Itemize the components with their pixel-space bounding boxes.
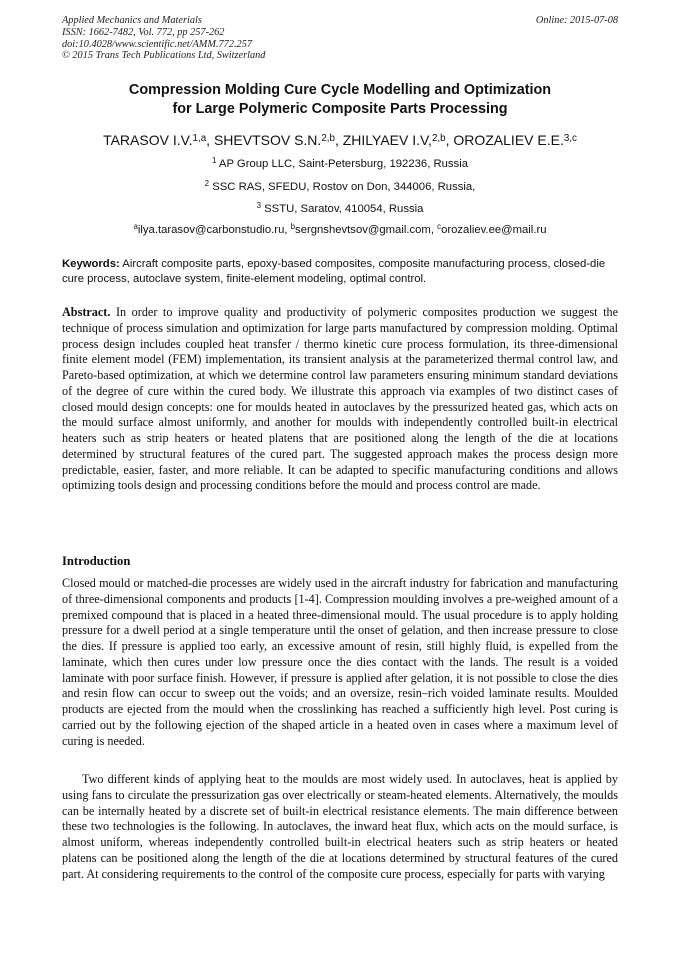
doi-line[interactable]: doi:10.4028/www.scientific.net/AMM.772.257: [62, 38, 252, 50]
title-line-1: Compression Molding Cure Cycle Modelling and Optimization: [128, 82, 552, 98]
title-line-2: for Large Polymeric Composite Parts Processing: [172, 101, 508, 117]
abstract-text: In order to improve quality and productivity of polymeric composites production we suggest the technique of process simulation and optimization for large parts manufactured by compression molding. Optimal process design includes coupled heat transfer / thermo kinetic cure process formulation, its three-dimensional finite element model (FEM) implementation, its transient analysis at the parameterized thermal control law, and Pareto-based optimization, at which we determine control law parameters ensuring minimum standard deviations of the degree of cure within the cured body. We illustrate this approach via examples of two distinct cases of closed mould design concepts: one for moulds heated in autoclaves by the pressurized heated gas, which acts on the mould surface almost uniformly, and another for moulds with independently controlled built-in electrical heaters such as strip heaters or heated platens that are positioned along the length of the die at locations determined by structural features of the cured part. The suggested approach makes the process design more predictable, easier, faster, and more reliable. It can be adapted to specific manufacturing conditions and allows optimizing tools design and processing conditions before the mould and process control are made.: [62, 305, 618, 493]
author-separator: ,: [206, 132, 214, 148]
author-name: ZHILYAEV I.V,: [342, 132, 432, 148]
email-list: [62, 223, 618, 237]
issn-line: ISSN: 1662-7482, Vol. 772, pp 257-262: [62, 26, 225, 38]
author-affiliation-mark: 2,b: [321, 132, 335, 144]
email-mark: a: [133, 222, 138, 232]
copyright-line: © 2015 Trans Tech Publications Ltd, Switzerland: [62, 50, 266, 62]
affiliation-mark: 1: [211, 156, 217, 166]
affiliation-3: [62, 202, 618, 216]
abstract-block: [62, 305, 618, 494]
email-link[interactable]: orozaliev.ee@mail.ru: [441, 224, 547, 236]
paper-title: [62, 81, 618, 119]
email-link[interactable]: sergnshevtsov@gmail.com,: [295, 224, 438, 236]
author-affiliation-mark: 1,a: [192, 132, 207, 144]
email-link[interactable]: ilya.tarasov@carbonstudio.ru,: [137, 224, 291, 236]
affiliation-text: SSC RAS, SFEDU, Rostov on Don, 344006, Russia,: [212, 181, 476, 193]
publication-header: [62, 15, 618, 62]
author-name: OROZALIEV E.E.: [453, 132, 564, 148]
intro-paragraph-2: Two different kinds of applying heat to the moulds are most widely used. In autoclaves, heat is applied by using fans to circulate the pressurization gas over electrically or steam-heated elements. Alternatively, the moulds can be internally heated by a discrete set of built-in electrical resistance elements. The main difference between these two technologies is the following. In autoclaves, the inward heat flux, which acts on the mould surface, is almost uniform, whereas independently controlled built-in electrical heaters such as strip heaters or heated platens can be positioned along the length of the die at locations determined by structural features of the cured part. At considering requirements to the control of the composite cure process, especially for parts with varying: [62, 772, 618, 881]
section-heading-introduction: Introduction: [62, 554, 131, 568]
affiliation-text: SSTU, Saratov, 410054, Russia: [264, 203, 424, 215]
keywords-label: Keywords:: [62, 258, 120, 270]
affiliation-2: [62, 180, 618, 194]
abstract-label: Abstract.: [62, 305, 111, 319]
author-list: [62, 131, 618, 149]
author-affiliation-mark: 3,c: [563, 132, 577, 144]
keywords-text: Aircraft composite parts, epoxy-based composites, composite manufacturing process, closed-die cure process, autoclave system, finite-element modeling, optimal control.: [62, 258, 606, 285]
online-date: Online: 2015-07-08: [535, 15, 618, 26]
author-affiliation-mark: 2,b: [431, 132, 446, 144]
journal-name: Applied Mechanics and Materials: [62, 15, 202, 26]
affiliation-1: [62, 157, 618, 171]
author-name: TARASOV I.V.: [103, 132, 193, 148]
author-separator: ,: [445, 132, 454, 148]
author-name: SHEVTSOV S.N.: [213, 132, 322, 148]
affiliation-mark: 3: [256, 201, 261, 211]
intro-paragraph-1: Closed mould or matched-die processes are widely used in the aircraft industry for fabrication and manufacturing of three-dimensional components and products [1-4]. Compression moulding involves a pre-weighed amount of a premixed compound that is placed in a heated three-dimensional mould. The usual procedure is to apply holding pressure for a dwell period at a single temperature until the onset of gelation, and then increase pressure to close the dies. If pressure is applied too early, an excessive amount of resin, still highly fluid, is expelled from the laminate, which then cures under low pressure once the dies contact with the lands. The result is a voided laminate with poor surface finish. However, if pressure is applied after gelation, it is not possible to close the dies and resin flow can occur to sweep out the voids; and an oversize, resin–rich voided laminate results. Moulded products are ejected from the mould when the crosslinking has reached a sufficiently high level. Post curing is carried out by the following ejection of the shaped article in a heated oven in cases where a maximum level of curing is needed.: [62, 576, 618, 748]
email-mark: b: [290, 222, 296, 232]
affiliation-text: AP Group LLC, Saint-Petersburg, 192236, Russia: [218, 158, 469, 170]
keywords-block: [62, 257, 618, 287]
affiliation-mark: 2: [204, 179, 210, 189]
author-separator: ,: [334, 132, 343, 148]
email-mark: c: [437, 222, 442, 232]
